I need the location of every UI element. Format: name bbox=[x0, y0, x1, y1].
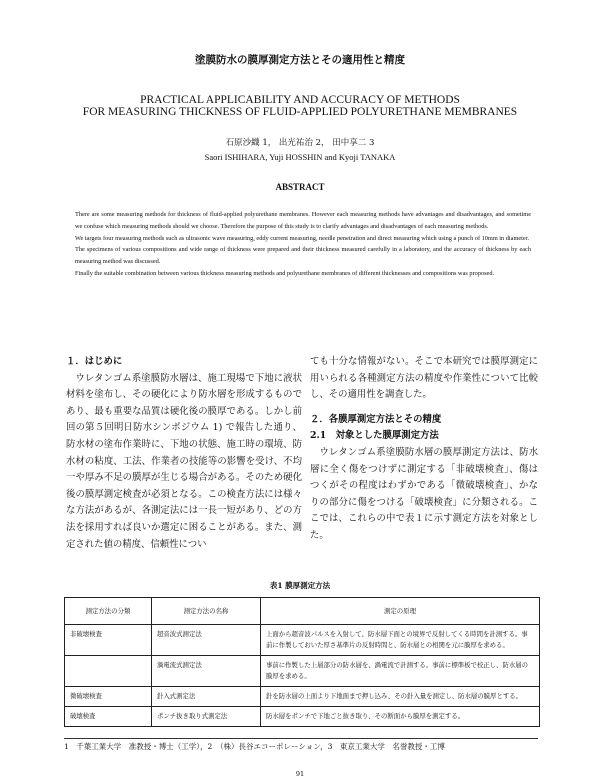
body-paragraph: ウレタンゴム系塗膜防水層の膜厚測定方法は、防水層に全く傷をつけずに測定する「非破壊検査」、傷はつくがその程度はわずかである「微破壊検査」、かなりの部分に傷をつける「破壊検査」に分類される。ここでは、これらの中で表１に示す測定方法を対象とした。 bbox=[310, 446, 538, 541]
table-header-cell: 測定方法の分類 bbox=[65, 598, 152, 625]
table-row bbox=[65, 707, 540, 727]
table-row bbox=[65, 625, 540, 656]
body-paragraph: ウレタンゴム系塗膜防水層は、施工現場で下地に液状材料を塗布し、その硬化により防水層を形成するものであり、最も重要な品質は硬化後の膜厚である。しかし前回の第５回明日防水シンポジウム 1) で報告した通り、防水材の塗布作業時に、下地の状態、施工時の環境、防水材の粘度、工法、作業者の技能等の影響を受け、不均一や厚み不足の膜厚が生じる場合がある。そのため硬化後の膜厚測定検査が必須となる。この検査方法には様々な方法があるが、各測定法には一長一短があり、どの方法を採用すれば良いか選定に困ることがある。また、測定された値の精度、信頼性につい bbox=[66, 372, 302, 550]
authors-jp: 石原沙織 1， 出光祐治 2， 田中享二 3 bbox=[225, 138, 375, 148]
table-cell: 針を防水層の上面より下地面まで押し込み、その針入量を測定し、防水層の膜厚とする。 bbox=[261, 687, 540, 707]
table-cell: 上面から超音波パルスを入射して、防水層下面との境界で反射してくる時間を計測する。事前に作製しておいた厚さ基準片の反射時間と、防水層との相関を元に膜厚を求める。 bbox=[261, 625, 540, 656]
table-cell: 渦電流式測定法 bbox=[152, 656, 261, 687]
table-cell: 微破壊検査 bbox=[65, 687, 152, 707]
abstract-paragraph: Finally the suitable combination between various thickness measuring methods and polyurethane membranes of different thicknesses and compositions was proposed. bbox=[75, 269, 495, 277]
abstract-body bbox=[75, 209, 531, 280]
table-cell bbox=[65, 656, 152, 687]
paper-title-jp: 塗膜防水の膜厚測定方法とその適用性と精度 bbox=[195, 54, 405, 66]
body-column-right bbox=[310, 354, 538, 545]
paper-title-en-line1: PRACTICAL APPLICABILITY AND ACCURACY OF METHODS bbox=[140, 94, 460, 106]
body-paragraph: ても十分な情報がない。そこで本研究では膜厚測定に用いられる各種測定方法の精度や作業性について比較し、その適用性を調査した。 bbox=[310, 356, 538, 401]
section-heading-methods: ２．各膜厚測定方法とその精度 bbox=[310, 413, 442, 425]
table-cell: ポンチ抜き取り式測定法 bbox=[152, 707, 261, 727]
footnote-divider bbox=[64, 738, 538, 739]
subsection-heading-target-methods: 2.1 対象とした膜厚測定方法 bbox=[310, 430, 439, 442]
page-number: 91 bbox=[295, 770, 305, 778]
abstract-paragraph: We targets four measuring methods such as ultrasonic wave measuring, eddy current measuring, needle penetration and direct measuring which using a punch of 10mm in diameter. bbox=[75, 234, 530, 242]
table-header-row bbox=[65, 598, 540, 625]
table-cell: 針入式測定法 bbox=[152, 687, 261, 707]
abstract-paragraph: There are some measuring methods for thickness of fluid-applied polyurethane membranes. However each measuring methods have advantages and disadvantages, and sometime we confuse which measuring methods should we choose. Therefore the purpose of this study is to clarify advantages and disadvantages of each measuring methods. bbox=[75, 211, 531, 230]
abstract-heading: ABSTRACT bbox=[275, 182, 325, 192]
author-affiliations-footnote: 1 千葉工業大学 准教授・博士（工学），2 （株）長谷エコーポレーション，3 東京工業大学 名誉教授・工博 bbox=[64, 742, 445, 751]
body-column-left bbox=[66, 354, 302, 553]
table-cell: 事前に作製した上層部分の防水層を、渦電流で計測する。事前に標準板で校正し、防水層の膜厚を求める。 bbox=[261, 656, 540, 687]
table-cell: 防水層をポンチで下地ごと抜き取り、その断面から膜厚を測定する。 bbox=[261, 707, 540, 727]
table-row bbox=[65, 687, 540, 707]
table-header-cell: 測定の原理 bbox=[261, 598, 540, 625]
section-heading-introduction: １．はじめに bbox=[66, 356, 123, 367]
table-cell: 非破壊検査 bbox=[65, 625, 152, 656]
table-header-cell: 測定方法の名称 bbox=[152, 598, 261, 625]
paper-title-en-line2: FOR MEASURING THICKNESS OF FLUID-APPLIED POLYURETHANE MEMBRANES bbox=[82, 106, 518, 118]
table-cell: 超音波式測定法 bbox=[152, 625, 261, 656]
methods-table bbox=[64, 597, 540, 727]
abstract-paragraph: The specimens of various compositions and wide range of thickness were prepared and their thickness measured carefully in a laboratory, and the accuracy of thickness by each measuring method was discussed. bbox=[75, 246, 531, 266]
table-row bbox=[65, 656, 540, 687]
authors-en: Saori ISHIHARA, Yuji HOSSHIN and Kyoji TANAKA bbox=[204, 152, 396, 162]
table-cell: 破壊検査 bbox=[65, 707, 152, 727]
table-caption: 表1 膜厚測定方法 bbox=[269, 581, 331, 590]
